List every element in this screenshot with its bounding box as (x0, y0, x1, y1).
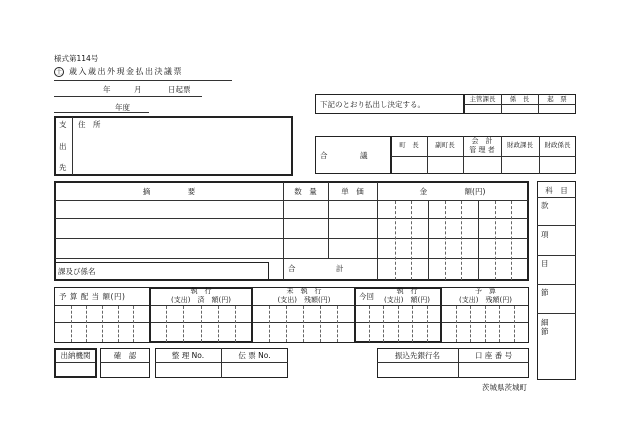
approver-shukan-kacho: 主管課長 (469, 95, 496, 103)
digit-divider (303, 306, 304, 342)
kamoku-moku: 目 (541, 259, 549, 268)
payee-label-saki: 先 (59, 163, 67, 172)
budget-col-allotted: 予 算 配 当 額(円) (59, 292, 126, 301)
kamoku-kan: 款 (541, 201, 549, 210)
fiscal-year: 年度 (115, 103, 130, 112)
budget-col-current: 執 行 (支出) 額(円) (384, 287, 430, 304)
digit-divider (201, 306, 202, 342)
approver-kakaricho: 係 長 (509, 95, 530, 103)
date-month: 月 (134, 85, 142, 94)
digit-divider (286, 306, 287, 342)
budget-col-current-prefix: 今回 (359, 292, 374, 301)
digit-divider (102, 306, 103, 342)
approval-statement: 下記のとおり払出し決定する。 (320, 100, 425, 109)
form-title: 歳入歳出外現金払出決議票 (69, 67, 183, 76)
digit-divider (398, 306, 399, 342)
approver-kaikei-kanrisha: 会 計 管 理 者 (469, 137, 495, 154)
digit-divider (337, 306, 338, 342)
header-quantity: 数 量 (294, 187, 317, 196)
kamoku-saisetsu: 細節 (541, 318, 549, 336)
header-amount: 金 額(円) (419, 187, 486, 196)
payee-label-shutsu: 出 (59, 142, 67, 151)
seiri-label: 整 理 No. (171, 351, 205, 360)
digit-divider (269, 306, 270, 342)
title-circle-mark: 土 (55, 69, 62, 76)
date-day: 日起票 (168, 85, 191, 94)
kamoku-header: 科 目 (545, 186, 568, 195)
digit-divider (86, 306, 87, 342)
digit-divider (71, 306, 72, 342)
approver-zaisei-kakaricho: 財政係長 (544, 141, 571, 149)
title-underline (54, 80, 232, 81)
digit-divider (383, 306, 384, 342)
payee-address-label: 住 所 (78, 120, 101, 129)
digit-divider (235, 306, 236, 342)
total-label: 合 計 (288, 264, 344, 273)
digit-divider (412, 306, 413, 342)
payee-divider (72, 117, 73, 175)
kamoku-setsu: 節 (541, 288, 549, 297)
fiscal-underline (54, 112, 149, 113)
header-tekiyo: 摘 要 (142, 187, 196, 196)
approver-chocho: 町 長 (399, 141, 419, 149)
digit-divider (369, 306, 370, 342)
digit-divider (118, 306, 119, 342)
budget-col-executed: 執 行 (支出) 済 額(円) (171, 287, 231, 304)
footer-org: 茨城県茨城町 (482, 383, 527, 392)
digit-divider (166, 306, 167, 342)
kamoku-column (537, 181, 576, 380)
digit-divider (456, 306, 457, 342)
budget-col-unexecuted: 未 執 行 (支出) 残額(円) (277, 287, 331, 304)
digit-divider (470, 306, 471, 342)
digit-divider (514, 306, 515, 342)
digit-divider (320, 306, 321, 342)
digit-divider (183, 306, 184, 342)
digit-divider (499, 306, 500, 342)
date-underline (54, 96, 202, 97)
payee-label-shi: 支 (59, 120, 67, 129)
budget-col-remaining: 予 算 (支出) 残額(円) (459, 287, 512, 304)
digit-divider (218, 306, 219, 342)
gougi-label: 合 議 (320, 151, 368, 160)
section-label: 課及び係名 (58, 267, 96, 276)
approver-fukuchocho: 副町長 (435, 141, 455, 149)
header-unit-price: 単 価 (341, 187, 364, 196)
digit-divider (427, 306, 428, 342)
date-year: 年 (103, 85, 111, 94)
approver-kihyo: 起 票 (547, 95, 567, 103)
digit-divider (485, 306, 486, 342)
bank-label: 振込先銀行名 (395, 351, 440, 360)
form-number: 様式第114号 (54, 54, 99, 63)
approver-zaisei-kacho: 財政課長 (507, 141, 533, 149)
kamoku-ko: 項 (541, 230, 549, 239)
digit-divider (133, 306, 134, 342)
account-label: 口 座 番 号 (474, 351, 513, 360)
suitou-label: 出納機関 (60, 351, 91, 360)
denpyo-label: 伝 票 No. (238, 351, 271, 360)
kakunin-label: 確 認 (113, 351, 137, 360)
